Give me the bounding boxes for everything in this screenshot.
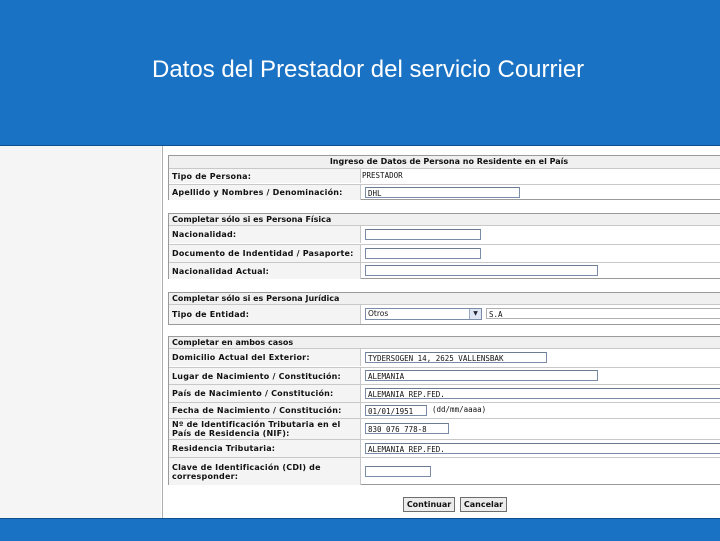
- nacionalidad-actual-label: Nacionalidad Actual:: [169, 263, 361, 279]
- cdi-label: Clave de Identificación (CDI) de corresponder:: [169, 458, 361, 485]
- left-margin: [0, 146, 161, 518]
- section-ambos-casos: [168, 336, 720, 485]
- row-residencia: [169, 439, 720, 457]
- tipo-entidad-selected: Otros: [368, 309, 389, 318]
- section-title: Completar sólo si es Persona Física: [169, 214, 720, 226]
- pais-nacimiento-label: País de Nacimiento / Constitución:: [169, 385, 361, 402]
- tipo-entidad-select[interactable]: [365, 308, 482, 320]
- cdi-input[interactable]: [365, 466, 431, 477]
- chevron-down-icon[interactable]: ▼: [469, 309, 481, 319]
- nacionalidad-label: Nacionalidad:: [169, 226, 361, 243]
- section-title: Completar en ambos casos: [169, 337, 720, 349]
- residencia-label: Residencia Tributaria:: [169, 440, 361, 457]
- lugar-nacimiento-label: Lugar de Nacimiento / Constitución:: [169, 368, 361, 384]
- nacionalidad-input[interactable]: [365, 229, 481, 240]
- row-nacionalidad: [169, 226, 720, 243]
- row-documento: [169, 244, 720, 262]
- tipo-entidad-extra-input[interactable]: S.A: [486, 308, 720, 319]
- row-pais-nacimiento: [169, 384, 720, 402]
- section-title: Ingreso de Datos de Persona no Residente en el País: [169, 156, 720, 169]
- row-tipo-persona: [169, 169, 720, 183]
- row-apellido: [169, 184, 720, 200]
- row-nacionalidad-actual: [169, 262, 720, 279]
- tipo-persona-value: PRESTADOR: [362, 171, 403, 180]
- nif-label: Nº de Identificación Tributaria en el País de Residencia (NIF):: [169, 419, 361, 439]
- row-tipo-entidad: [169, 305, 720, 324]
- lugar-nacimiento-input[interactable]: ALEMANIA: [365, 370, 598, 381]
- pais-nacimiento-input[interactable]: ALEMANIA REP.FED.: [365, 388, 720, 399]
- section-datos-persona: [168, 155, 720, 200]
- tipo-entidad-label: Tipo de Entidad:: [169, 305, 361, 324]
- continuar-button[interactable]: Continuar: [403, 497, 455, 512]
- fecha-nacimiento-input[interactable]: 01/01/1951: [365, 405, 427, 416]
- fecha-nacimiento-label: Fecha de Nacimiento / Constitución:: [169, 403, 361, 418]
- documento-label: Documento de Indentidad / Pasaporte:: [169, 245, 361, 262]
- section-persona-fisica: [168, 213, 720, 279]
- section-title: Completar sólo si es Persona Jurídica: [169, 293, 720, 305]
- nacionalidad-actual-input[interactable]: [365, 265, 598, 276]
- tipo-persona-label: Tipo de Persona:: [169, 169, 361, 183]
- domicilio-label: Domicilio Actual del Exterior:: [169, 349, 361, 366]
- section-persona-juridica: [168, 292, 720, 325]
- apellido-label: Apellido y Nombres / Denominación:: [169, 185, 361, 200]
- row-lugar-nacimiento: [169, 367, 720, 384]
- row-domicilio: [169, 349, 720, 366]
- domicilio-input[interactable]: TYDERSOGEN 14, 2625 VALLENSBAK: [365, 352, 547, 363]
- form-area: [162, 146, 720, 518]
- fecha-format-hint: (dd/mm/aaaa): [432, 405, 487, 414]
- slide-header: [0, 0, 720, 146]
- residencia-input[interactable]: ALEMANIA REP.FED.: [365, 443, 720, 454]
- documento-input[interactable]: [365, 248, 481, 259]
- nif-input[interactable]: 830 076 778-8: [365, 423, 449, 434]
- slide-footer: [0, 518, 720, 541]
- row-nif: [169, 418, 720, 439]
- row-fecha-nacimiento: [169, 402, 720, 418]
- page-title: Datos del Prestador del servicio Courrier: [152, 56, 585, 83]
- apellido-input[interactable]: DHL: [365, 187, 520, 198]
- row-cdi: [169, 457, 720, 485]
- cancelar-button[interactable]: Cancelar: [460, 497, 507, 512]
